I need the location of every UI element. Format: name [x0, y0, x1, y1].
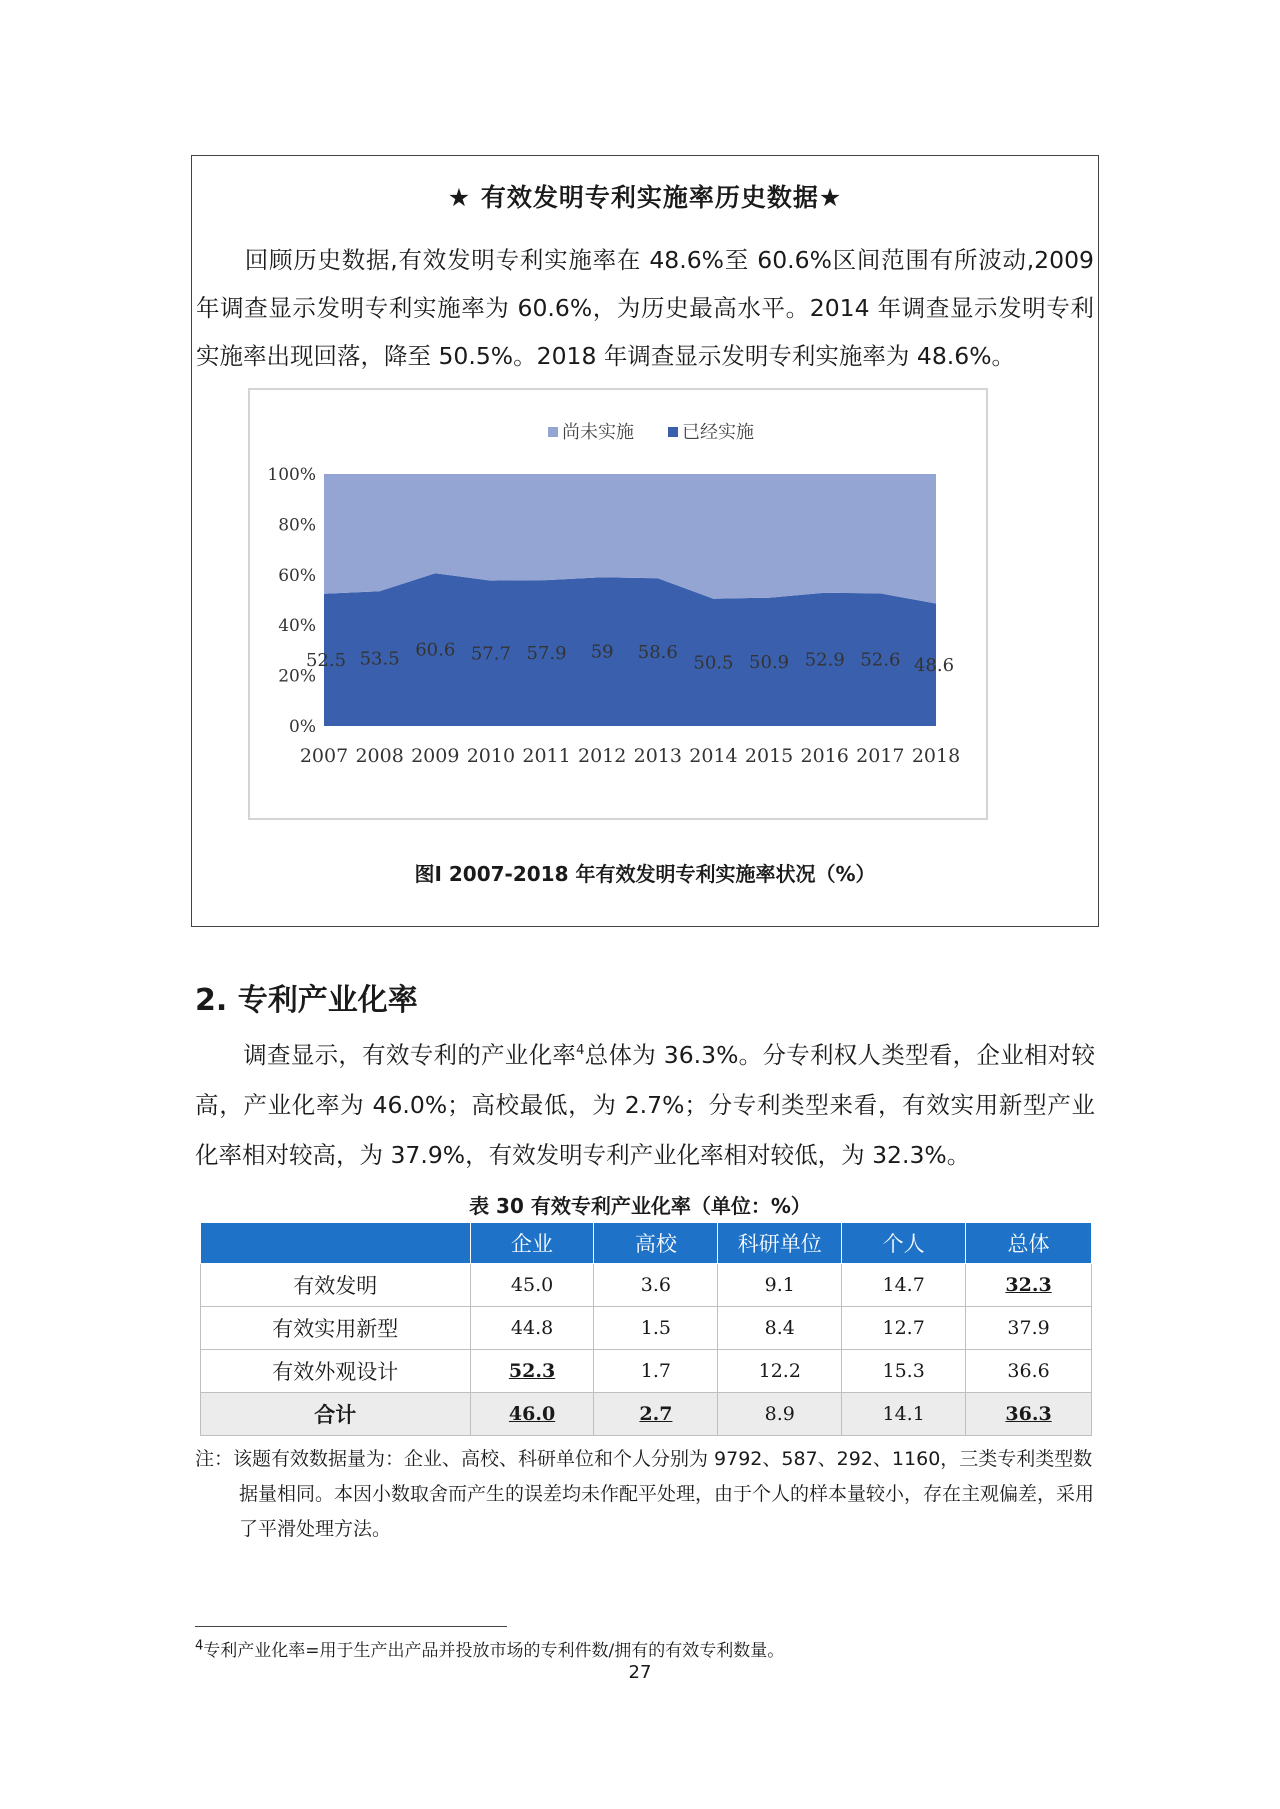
table-cell: 45.0 — [470, 1264, 594, 1307]
header-overall: 总体 — [966, 1223, 1092, 1264]
data-label: 59 — [590, 641, 614, 663]
section-paragraph-text-2: 总体为 36.3%。分专利权人类型看，企业相对较高，产业化率为 46.0%；高校最低，为 2.7%；分专利类型来看，有效实用新型产业化率相对较高，为 37.9%，有效发明专利产业化率相对较低，为 32.3%。 — [195, 1041, 1096, 1169]
legend-swatch — [668, 427, 678, 437]
x-tick-label: 2007 — [299, 745, 349, 767]
header-individual: 个人 — [842, 1223, 966, 1264]
table-row — [201, 1264, 1092, 1307]
y-tick-label: 80% — [278, 515, 316, 536]
implementation-rate-area-chart — [250, 390, 986, 818]
table-cell: 8.9 — [718, 1393, 842, 1436]
x-tick-label: 2018 — [911, 745, 961, 767]
data-label: 52.9 — [804, 649, 845, 671]
table-cell: 14.1 — [842, 1393, 966, 1436]
page-number: 27 — [628, 1662, 652, 1683]
x-tick-label: 2012 — [578, 745, 627, 767]
table-cell — [594, 1393, 718, 1436]
chart-frame — [248, 388, 988, 820]
x-tick-label: 2016 — [800, 745, 849, 767]
x-tick-label: 2014 — [689, 745, 738, 767]
data-label: 52.6 — [860, 649, 901, 671]
x-tick-label: 2013 — [633, 745, 682, 767]
table-cell: 9.1 — [718, 1264, 842, 1307]
table-row — [201, 1350, 1092, 1393]
table-cell — [470, 1350, 594, 1393]
section-heading: 2. 专利产业化率 — [195, 983, 418, 1018]
footnote-ref: 4 — [576, 1043, 585, 1059]
row-label: 合计 — [201, 1393, 471, 1436]
header-blank — [201, 1223, 471, 1264]
y-tick-label: 0% — [289, 717, 316, 737]
table-cell: 1.7 — [594, 1350, 718, 1393]
y-tick-label: 100% — [267, 465, 316, 485]
table-cell: 44.8 — [470, 1307, 594, 1350]
emphasized-value: 36.3 — [1005, 1403, 1052, 1425]
data-label: 50.9 — [749, 651, 790, 673]
data-label: 50.5 — [693, 652, 734, 674]
footnote-marker: 4 — [195, 1638, 204, 1654]
data-label: 52.5 — [305, 649, 347, 671]
table-cell: 3.6 — [594, 1264, 718, 1307]
figure-caption: 图Ⅰ 2007-2018 年有效发明专利实施率状况（%） — [414, 862, 876, 886]
row-label: 有效外观设计 — [201, 1350, 471, 1393]
footnote-text: 专利产业化率=用于生产出产品并投放市场的专利件数/拥有的有效专利数量。 — [203, 1641, 785, 1661]
table-caption: 表 30 有效专利产业化率（单位：%） — [469, 1194, 811, 1218]
x-tick-label: 2011 — [522, 745, 571, 767]
section-paragraph-text: 调查显示，有效专利的产业化率 — [243, 1041, 577, 1069]
table-header-row — [201, 1223, 1092, 1264]
box-paragraph-text: 回顾历史数据,有效发明专利实施率在 48.6%至 60.6%区间范围有所波动,2009 年调查显示发明专利实施率为 60.6%，为历史最高水平。2014 年调查显示发明专利实施率出现回落，降至 50.5%。2018 年调查显示发明专利实施率为 48.6%。 — [196, 246, 1094, 370]
data-label: 48.6 — [913, 654, 955, 676]
table-cell — [966, 1393, 1092, 1436]
table-cell: 1.5 — [594, 1307, 718, 1350]
table-cell: 36.6 — [966, 1350, 1092, 1393]
data-label: 53.5 — [359, 648, 400, 670]
table-cell: 12.2 — [718, 1350, 842, 1393]
box-title: ★ 有效发明专利实施率历史数据★ — [447, 183, 843, 212]
data-label: 57.9 — [526, 643, 567, 665]
y-tick-label: 60% — [278, 565, 316, 586]
table-cell — [966, 1264, 1092, 1307]
data-label: 57.7 — [470, 643, 511, 665]
header-research-institute: 科研单位 — [718, 1223, 842, 1264]
x-tick-label: 2008 — [355, 745, 404, 767]
x-tick-label: 2017 — [856, 745, 905, 767]
x-tick-label: 2015 — [744, 745, 794, 767]
table-note-text: 注：该题有效数据量为：企业、高校、科研单位和个人分别为 9792、587、292、1160，三类专利类型数据量相同。本因小数取舍而产生的误差均未作配平处理，由于个人的样本量较小，存在主观偏差，采用了平滑处理方法。 — [195, 1448, 1095, 1540]
row-label: 有效发明 — [201, 1264, 471, 1307]
data-label: 58.6 — [637, 642, 678, 664]
table-note — [195, 1442, 1095, 1547]
row-label: 有效实用新型 — [201, 1307, 471, 1350]
header-enterprise: 企业 — [470, 1223, 594, 1264]
table-cell: 8.4 — [718, 1307, 842, 1350]
legend-label: 已经实施 — [682, 422, 754, 443]
history-data-box — [191, 155, 1099, 927]
emphasized-value: 52.3 — [508, 1360, 556, 1382]
header-university: 高校 — [594, 1223, 718, 1264]
emphasized-value: 46.0 — [508, 1403, 556, 1425]
footnote-divider — [195, 1626, 507, 1627]
section-paragraph — [195, 1030, 1095, 1180]
table-cell: 14.7 — [842, 1264, 966, 1307]
legend-swatch — [548, 427, 558, 437]
industrialization-rate-table — [200, 1222, 1092, 1436]
emphasized-value: 2.7 — [639, 1403, 673, 1425]
x-tick-label: 2010 — [466, 745, 516, 767]
y-tick-label: 40% — [278, 616, 316, 637]
legend-label: 尚未实施 — [562, 422, 634, 443]
y-tick-label: 20% — [278, 666, 316, 687]
table-total-row — [201, 1393, 1092, 1436]
footnote — [195, 1636, 784, 1661]
table-cell — [470, 1393, 594, 1436]
table-cell: 12.7 — [842, 1307, 966, 1350]
table-cell: 15.3 — [842, 1350, 966, 1393]
x-tick-label: 2009 — [411, 745, 460, 767]
emphasized-value: 32.3 — [1005, 1274, 1052, 1296]
table-cell: 37.9 — [966, 1307, 1092, 1350]
table-row — [201, 1307, 1092, 1350]
data-label: 60.6 — [415, 639, 456, 661]
box-paragraph — [196, 236, 1094, 380]
